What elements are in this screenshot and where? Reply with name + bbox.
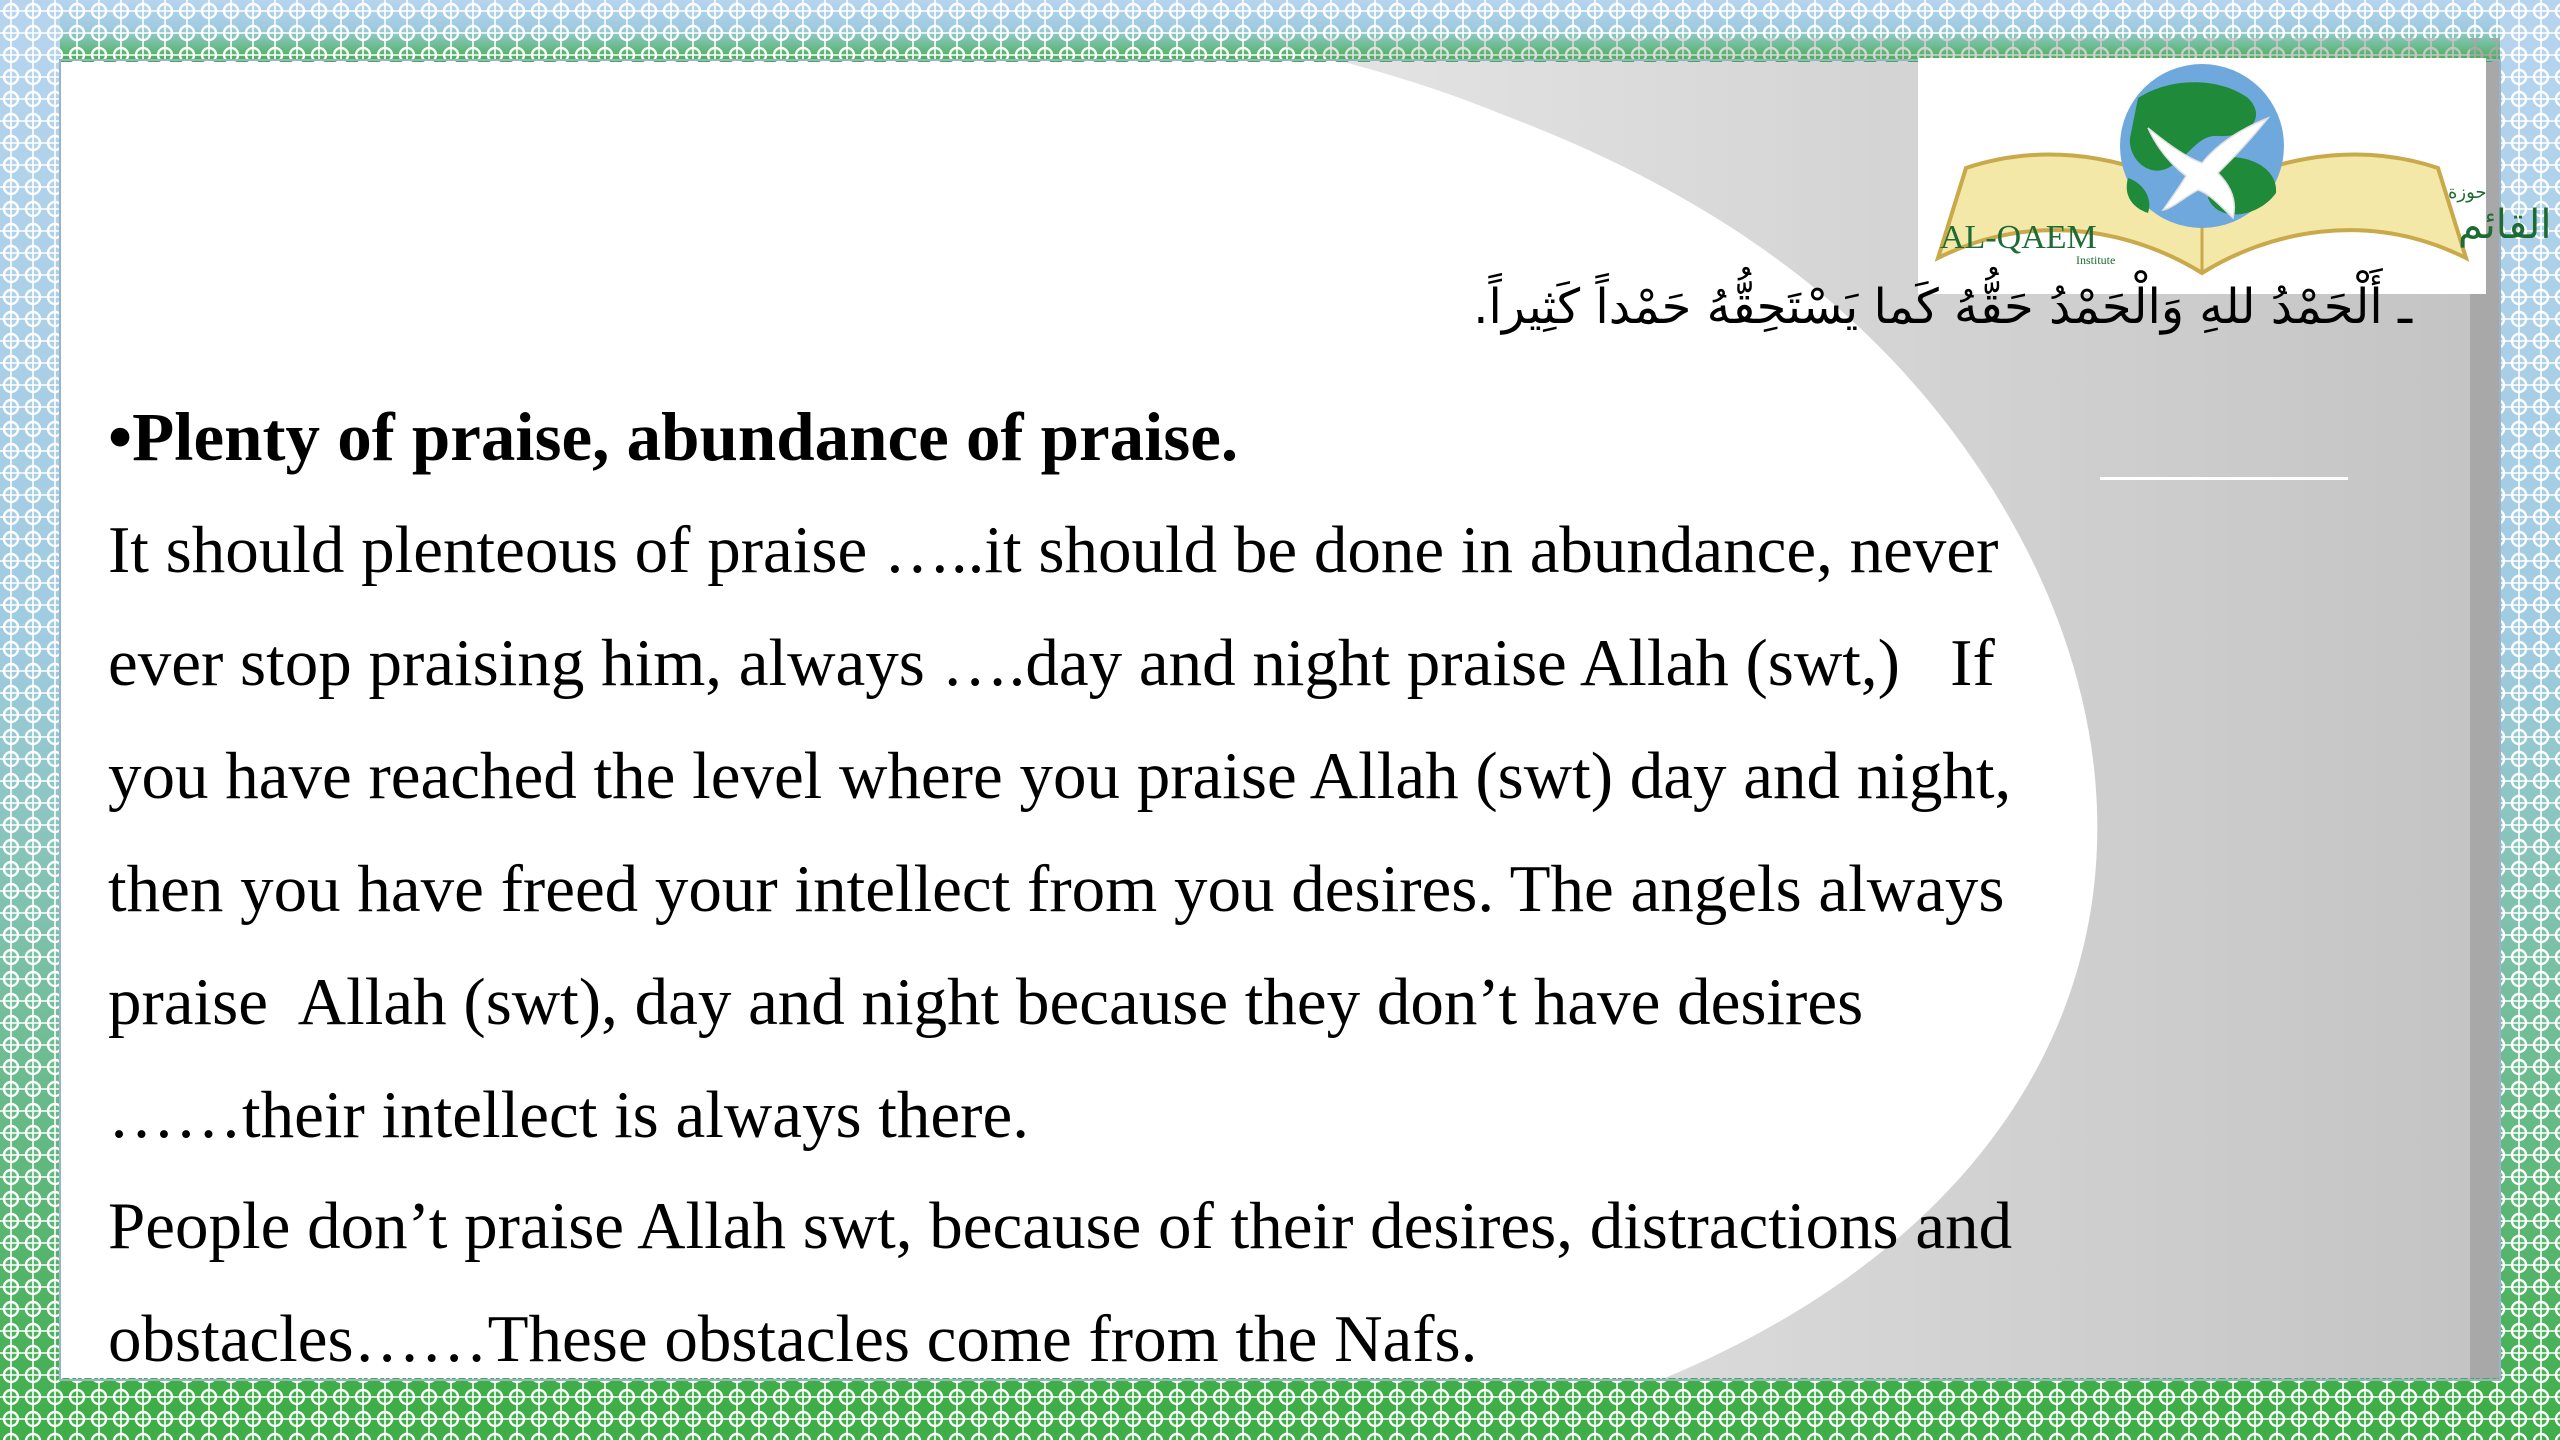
paragraph-line: praise Allah (swt), day and night because they don’t have desires xyxy=(108,965,1864,1039)
paragraph-line: ……their intellect is always there. xyxy=(108,1078,1029,1152)
al-qaem-logo xyxy=(1918,58,2552,294)
paragraph-line: It should plenteous of praise …..it should be done in abundance, never xyxy=(108,513,1999,587)
paragraph-praise-abundance xyxy=(108,494,2368,1172)
paragraph-obstacles-nafs xyxy=(108,1170,2368,1396)
paragraph-line: ever stop praising him, always ….day and night praise Allah (swt,) If xyxy=(108,626,1995,700)
slide-heading: •Plenty of praise, abundance of praise. xyxy=(108,399,1239,475)
paragraph-line: you have reached the level where you praise Allah (swt) day and night, xyxy=(108,739,2012,813)
logo-sub-text: Institute xyxy=(2076,253,2116,267)
logo-arabic-text: القائم xyxy=(2458,202,2552,248)
arabic-supplication: ـ أَلْحَمْدُ للهِ وَالْحَمْدُ حَقُّهُ كَما يَسْتَحِقُّهُ حَمْداً كَثِيراً. xyxy=(1473,279,2412,335)
logo-latin-text: AL-QAEM xyxy=(1940,219,2097,256)
logo-arabic-small-text: حوزة xyxy=(2448,182,2487,203)
heading-divider xyxy=(2100,477,2348,480)
paragraph-line: obstacles……These obstacles come from the Nafs. xyxy=(108,1302,1478,1376)
paragraph-line: People don’t praise Allah swt, because of their desires, distractions and xyxy=(108,1189,2013,1263)
paragraph-line: then you have freed your intellect from you desires. The angels always xyxy=(108,852,2005,926)
